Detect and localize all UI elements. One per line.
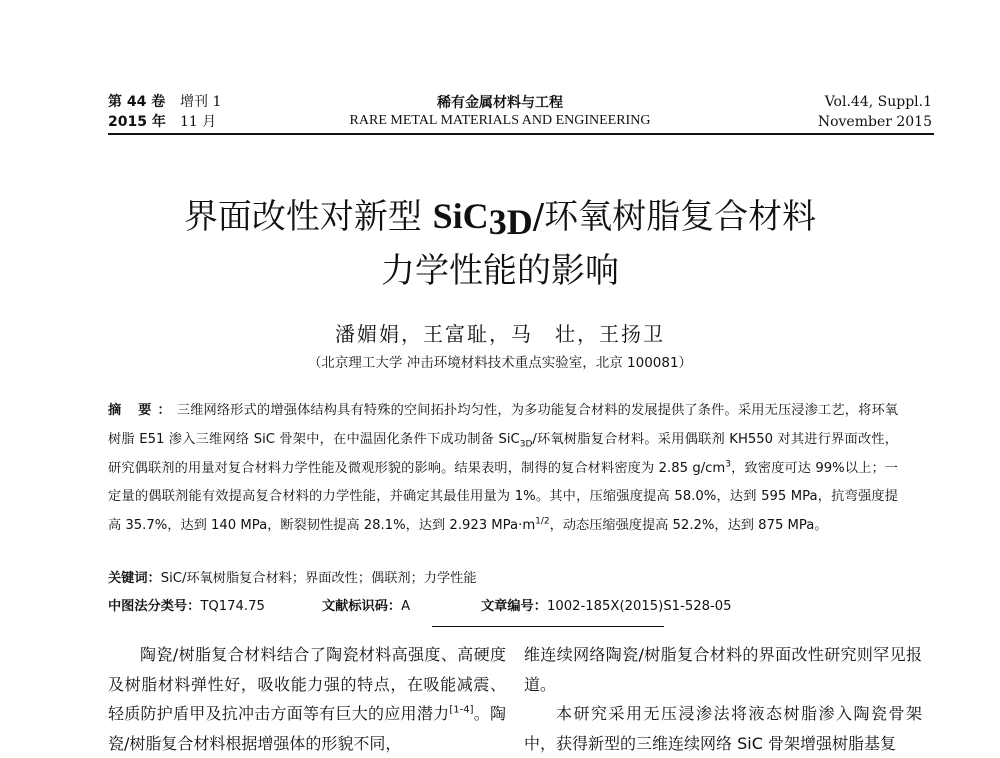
- art-label: 文章编号：: [481, 599, 547, 614]
- left-p1-tail: 。陶瓷/树脂复合材料根据增强体的形貌不同，: [108, 704, 506, 753]
- title-line1-lat: SiC: [432, 196, 489, 236]
- abstract-text-4: ，动态压缩强度提高 52.2%，达到 875 MPa。: [549, 518, 828, 534]
- document-code: [322, 595, 410, 614]
- abstract-label: 摘 要：: [108, 403, 177, 418]
- authors: 潘媚娟，王富耻，马 壮，王扬卫: [335, 322, 665, 346]
- clc-label: 中图法分类号：: [108, 599, 201, 614]
- body-left-paragraph: [108, 640, 506, 758]
- art-value: 1002-185X(2015)S1-528-05: [546, 599, 732, 614]
- header-month: 11 月: [180, 114, 217, 130]
- body-right-column: [524, 640, 922, 758]
- abstract-sup-3: 3: [725, 459, 731, 470]
- affiliation: （北京理工大学 冲击环境材料技术重点实验室，北京 100081）: [307, 355, 693, 371]
- header-vol-en: Vol.44, Suppl.1: [824, 94, 932, 110]
- doc-value: A: [401, 599, 411, 614]
- title-line1-sub: 3D: [488, 202, 533, 242]
- title-line1-pre: 界面改性对新型: [183, 197, 433, 237]
- paper-title-line2: 力学性能的影响: [381, 251, 619, 291]
- body-right-paragraph-2: 本研究采用无压浸渗法将液态树脂渗入陶瓷骨架中，获得新型的三维连续网络 SiC 骨架增强树脂基复: [524, 704, 922, 753]
- clc-value: TQ174.75: [200, 599, 265, 614]
- abstract-divider: [432, 626, 664, 627]
- citation-ref: [1-4]: [449, 704, 474, 716]
- body-left-column: [108, 640, 506, 758]
- journal-title-en: RARE METAL MATERIALS AND ENGINEERING: [349, 113, 651, 128]
- doc-label: 文献标识码：: [322, 599, 402, 614]
- left-p1-text: 陶瓷/树脂复合材料结合了陶瓷材料高强度、高硬度及树脂材料弹性好，吸收能力强的特点，在吸能减震、轻质防护盾甲及抗冲击方面等有巨大的应用潜力: [108, 645, 506, 723]
- header-volume: 第 44 卷: [108, 94, 166, 110]
- header-rule: [108, 133, 934, 135]
- abstract-sup-half: 1/2: [535, 516, 550, 527]
- abstract-text-2: /环氧树脂复合材料。采用偶联剂 KH550 对其进行界面改性，研究偶联剂的用量对复合材料力学性能及微观形貌的影响。结果表明，制得的复合材料密度为 2.85 g/cm: [108, 431, 898, 476]
- header-issue: 增刊 1: [180, 94, 222, 110]
- keywords-label: 关键词：: [108, 571, 161, 586]
- clc-number: [108, 595, 265, 614]
- body-right-paragraph-1: 维连续网络陶瓷/树脂复合材料的界面改性研究则罕见报道。: [524, 645, 922, 694]
- abstract: [108, 397, 898, 541]
- journal-title-cn: 稀有金属材料与工程: [437, 95, 563, 111]
- header-date-en: November 2015: [817, 114, 932, 130]
- keywords-text: SiC/环氧树脂复合材料；界面改性；偶联剂；力学性能: [160, 571, 477, 586]
- title-line1-post: /环氧树脂复合材料: [532, 197, 817, 237]
- keywords: [108, 567, 477, 586]
- header-year: 2015 年: [108, 114, 166, 130]
- abstract-text-3: ，致密度可达 99%以上；一定量的偶联剂能有效提高复合材料的力学性能，并确定其最佳用量为 1%。其中，压缩强度提高 58.0%，达到 595 MPa，抗弯强度提高 35.7%，达到 140 MPa，断裂韧性提高 28.1%，达到 2.923 MPa·m: [108, 460, 898, 534]
- article-number: [481, 595, 732, 614]
- abstract-text-1: 三维网络形式的增强体结构具有特殊的空间拓扑均匀性，为多功能复合材料的发展提供了条件。采用无压浸渗工艺，将环氧树脂 E51 渗入三维网络 SiC 骨架中，在中温固化条件下成功制备 SiC: [108, 403, 899, 447]
- paper-title: [0, 192, 1000, 246]
- abstract-sub-3d: 3D: [519, 439, 533, 450]
